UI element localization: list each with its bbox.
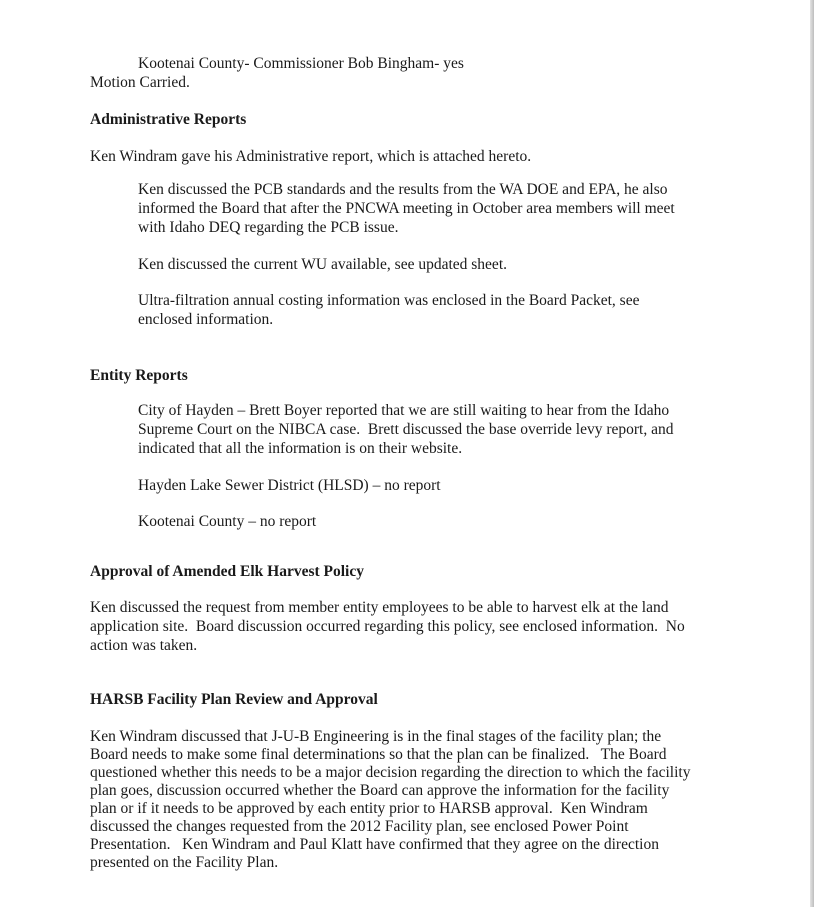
heading-elk-harvest-policy: Approval of Amended Elk Harvest Policy (90, 563, 364, 580)
heading-entity-reports: Entity Reports (90, 367, 188, 384)
hlsd-report: Hayden Lake Sewer District (HLSD) – no report (138, 477, 441, 494)
elk-line-2: application site. Board discussion occurred regarding this policy, see enclosed information. No (90, 618, 685, 635)
hayden-line-3: indicated that all the information is on their website. (138, 440, 463, 457)
ultra-line-1: Ultra-filtration annual costing information was enclosed in the Board Packet, see (138, 292, 640, 309)
harsb-line-7: Presentation. Ken Windram and Paul Klatt have confirmed that they agree on the direction (90, 836, 659, 853)
pcb-line-3: with Idaho DEQ regarding the PCB issue. (138, 219, 399, 236)
heading-administrative-reports: Administrative Reports (90, 111, 247, 128)
ultra-line-2: enclosed information. (138, 311, 274, 328)
elk-line-1: Ken discussed the request from member entity employees to be able to harvest elk at the land (90, 599, 669, 616)
vote-line: Kootenai County- Commissioner Bob Bingham- yes (138, 55, 464, 72)
administrative-intro: Ken Windram gave his Administrative report, which is attached hereto. (90, 148, 532, 165)
page-edge-shadow (810, 0, 814, 907)
hayden-line-2: Supreme Court on the NIBCA case. Brett discussed the base override levy report, and (138, 421, 674, 438)
pcb-line-2: informed the Board that after the PNCWA meeting in October area members will meet (138, 200, 675, 217)
motion-result: Motion Carried. (90, 74, 190, 91)
harsb-line-6: discussed the changes requested from the 2012 Facility plan, see enclosed Power Point (90, 818, 629, 835)
harsb-line-5: plan or if it needs to be approved by each entity prior to HARSB approval. Ken Windram (90, 800, 648, 817)
hayden-line-1: City of Hayden – Brett Boyer reported that we are still waiting to hear from the Idaho (138, 402, 670, 419)
harsb-line-4: plan goes, discussion occurred whether the Board can approve the information for the facility (90, 782, 670, 799)
harsb-line-8: presented on the Facility Plan. (90, 854, 279, 871)
heading-harsb-facility-plan: HARSB Facility Plan Review and Approval (90, 691, 378, 708)
wu-paragraph: Ken discussed the current WU available, see updated sheet. (138, 256, 507, 273)
harsb-line-1: Ken Windram discussed that J-U-B Engineering is in the final stages of the facility plan; the (90, 728, 662, 745)
pcb-line-1: Ken discussed the PCB standards and the results from the WA DOE and EPA, he also (138, 181, 668, 198)
harsb-line-3: questioned whether this needs to be a major decision regarding the direction to which the facility (90, 764, 691, 781)
harsb-line-2: Board needs to make some final determinations so that the plan can be finalized. The Board (90, 746, 667, 763)
kootenai-report: Kootenai County – no report (138, 513, 317, 530)
elk-line-3: action was taken. (90, 637, 198, 654)
